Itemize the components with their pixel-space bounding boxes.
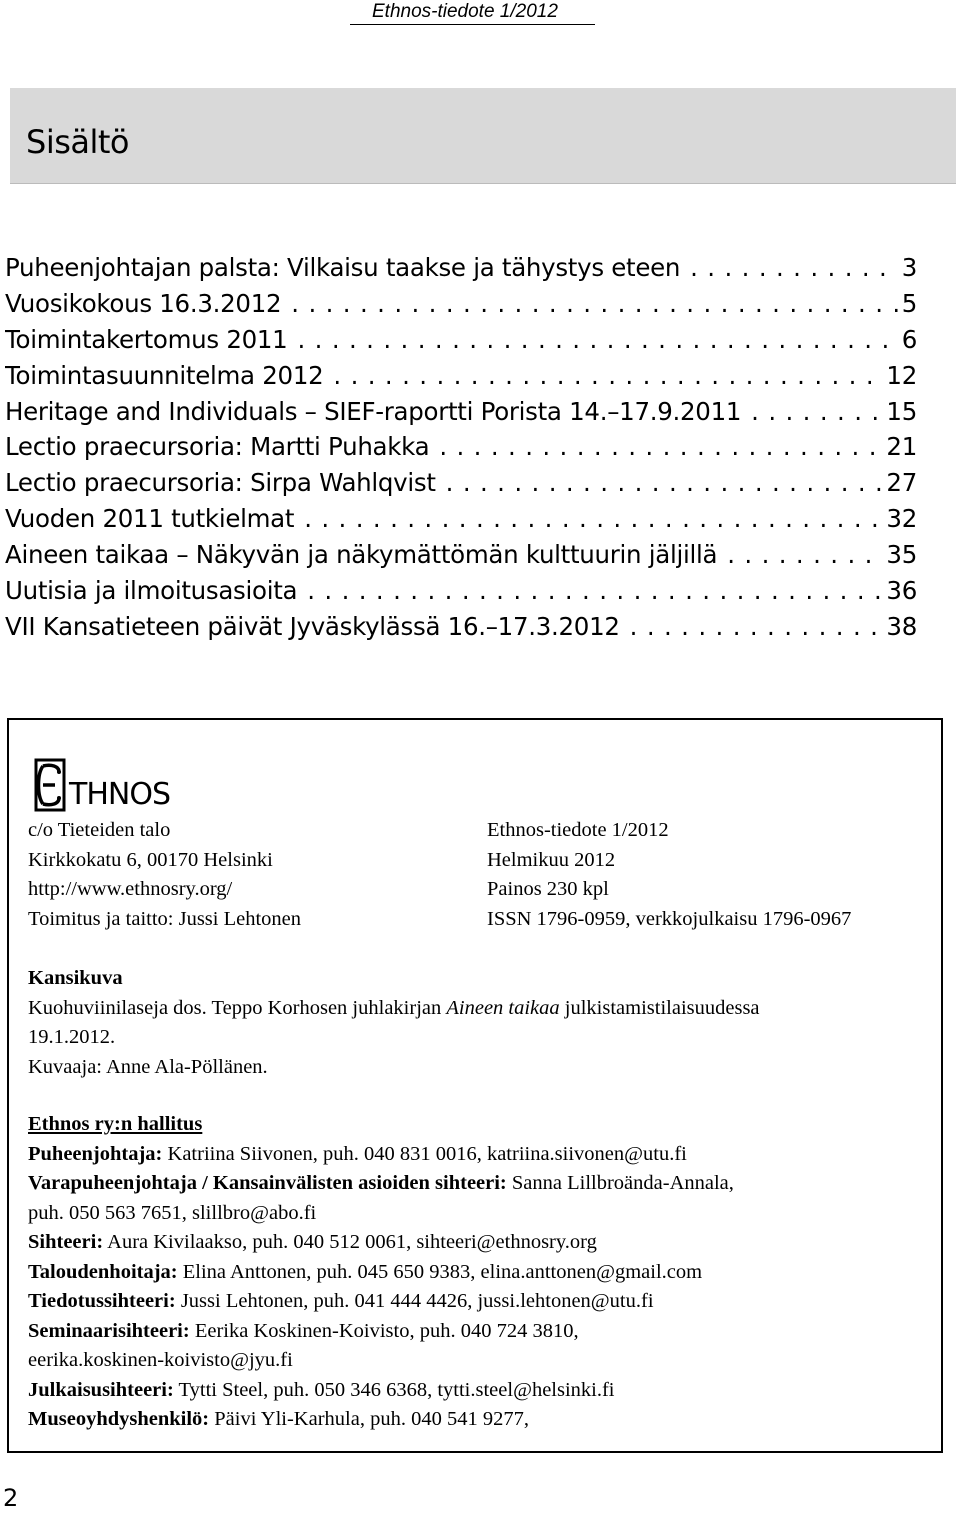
- board-member: [28, 1258, 928, 1288]
- toc-entry-page: 6: [901, 324, 917, 354]
- board-contact: Jussi Lehtonen, puh. 041 444 4426, jussi.lehtonen@utu.fi: [175, 1290, 654, 1312]
- cover-date: 19.1.2012.: [28, 1026, 116, 1048]
- toc-entry-page: 38: [886, 611, 917, 641]
- colophon-box: [7, 718, 943, 1453]
- cover-credits: [28, 964, 928, 1082]
- board-contact-continued: puh. 050 563 7651, slillbro@abo.fi: [28, 1201, 317, 1224]
- board-contact: Katriina Siivonen, puh. 040 831 0016, katriina.siivonen@utu.fi: [162, 1142, 687, 1165]
- toc-entry: [5, 573, 917, 609]
- toc-entry: [5, 537, 917, 573]
- board-role: Varapuheenjohtaja / Kansainvälisten asioiden sihteeri:: [28, 1172, 507, 1194]
- toc-entry-title: Aineen taikaa – Näkyvän ja näkymättömän kulttuurin jäljillä: [5, 540, 718, 570]
- board-contact: Päivi Yli-Karhula, puh. 040 541 9277,: [209, 1408, 529, 1430]
- board-role: Sihteeri:: [28, 1231, 104, 1253]
- ethnos-logo: [33, 742, 203, 814]
- toc-entry: [5, 358, 917, 394]
- toc-leader-dots: [307, 573, 882, 609]
- toc-entry: [5, 465, 917, 501]
- board-contact-continued: eerika.koskinen-koivisto@jyu.fi: [28, 1349, 293, 1371]
- address-line: Kirkkokatu 6, 00170 Helsinki: [28, 848, 273, 871]
- toc-leader-dots: [304, 501, 882, 537]
- toc-leader-dots: [446, 465, 883, 501]
- toc-entry-title: Heritage and Individuals – SIEF-raportti Porista 14.–17.9.2011: [5, 396, 742, 426]
- cover-text: Kuohuviinilaseja dos. Teppo Korhosen juhlakirjan: [28, 996, 447, 1019]
- toc-entry: [5, 501, 917, 537]
- toc-entry-title: Vuoden 2011 tutkielmat: [5, 504, 295, 534]
- board-contact: Tytti Steel, puh. 050 346 6368, tytti.steel@helsinki.fi: [173, 1378, 615, 1401]
- toc-entry: [5, 609, 917, 645]
- toc-entry-title: Vuosikokous 16.3.2012: [5, 288, 282, 318]
- toc-entry-title: Toimintasuunnitelma 2012: [5, 360, 324, 390]
- cover-text: julkistamistilaisuudessa: [559, 996, 760, 1019]
- toc-leader-dots: [439, 429, 882, 465]
- publication-line: Painos 230 kpl: [487, 878, 609, 900]
- website-link[interactable]: http://www.ethnosry.org/: [28, 878, 233, 900]
- toc-leader-dots: [291, 286, 897, 322]
- page-number: 2: [3, 1484, 19, 1512]
- toc-entry-page: 21: [886, 432, 917, 462]
- toc-entry-title: Puheenjohtajan palsta: Vilkaisu taakse ja tähystys eteen: [5, 253, 681, 282]
- toc-entry-title: Toimintakertomus 2011: [5, 324, 288, 354]
- toc-leader-dots: [751, 394, 882, 430]
- toc-entry-title: Lectio praecursoria: Sirpa Wahlqvist: [5, 468, 436, 498]
- board-contact: Elina Anttonen, puh. 045 650 9383, elina.anttonen@gmail.com: [177, 1260, 703, 1283]
- board-member: [28, 1317, 928, 1347]
- toc-entry: [5, 394, 917, 430]
- toc-entry-page: 36: [886, 576, 917, 606]
- toc-entry: [5, 286, 917, 322]
- publication-line: Ethnos-tiedote 1/2012: [487, 819, 669, 841]
- table-of-contents: [5, 250, 917, 645]
- publication-info: [28, 816, 933, 934]
- board-role: Taloudenhoitaja:: [28, 1260, 178, 1283]
- book-title: Aineen taikaa: [446, 996, 560, 1019]
- toc-entry: [5, 322, 917, 358]
- toc-entry-page: 12: [886, 360, 917, 390]
- toc-entry-page: 15: [886, 396, 917, 426]
- toc-entry-page: 35: [886, 540, 917, 570]
- board-contact: Aura Kivilaakso, puh. 040 512 0061, sihteeri@ethnosry.org: [103, 1231, 597, 1253]
- board-role: Seminaarisihteeri:: [28, 1319, 190, 1342]
- running-header: Ethnos-tiedote 1/2012: [350, 0, 595, 25]
- board-contact: Sanna Lillbroända-Annala,: [506, 1172, 734, 1194]
- info-row: [28, 846, 933, 876]
- page-title: Sisältö: [26, 123, 129, 161]
- toc-entry-title: Uutisia ja ilmoitusasioita: [5, 576, 298, 606]
- board-role: Puheenjohtaja:: [28, 1142, 163, 1165]
- board-member: [28, 1169, 928, 1199]
- board-member: [28, 1376, 928, 1406]
- toc-entry-page: 32: [886, 504, 917, 534]
- title-banner: [10, 88, 956, 184]
- cover-description: [28, 994, 928, 1024]
- editor-line: Toimitus ja taitto: Jussi Lehtonen: [28, 907, 302, 930]
- toc-leader-dots: [630, 609, 883, 645]
- board-heading: Ethnos ry:n hallitus: [28, 1113, 203, 1135]
- cover-photographer: Kuvaaja: Anne Ala-Pöllänen.: [28, 1055, 268, 1078]
- publication-line: Helmikuu 2012: [487, 848, 616, 871]
- info-row: [28, 816, 933, 846]
- toc-entry: [5, 429, 917, 465]
- toc-entry-page: 27: [886, 468, 917, 498]
- info-row: [28, 905, 933, 935]
- board-contact: Eerika Koskinen-Koivisto, puh. 040 724 3810,: [189, 1319, 579, 1342]
- toc-entry: [5, 250, 917, 286]
- board-member: [28, 1140, 928, 1170]
- cover-heading: Kansikuva: [28, 967, 123, 989]
- board-role: Tiedotussihteeri:: [28, 1290, 176, 1312]
- info-row: [28, 875, 933, 905]
- board-member: [28, 1228, 928, 1258]
- board-role: Julkaisusihteeri:: [28, 1378, 174, 1401]
- decorative-e-initial-icon: [33, 756, 67, 814]
- logo-wordmark: THNOS: [69, 777, 170, 812]
- toc-entry-title: VII Kansatieteen päivät Jyväskylässä 16.–17.3.2012: [5, 611, 620, 641]
- toc-leader-dots: [690, 250, 898, 286]
- toc-entry-page: 3: [901, 253, 917, 282]
- toc-leader-dots: [333, 358, 882, 394]
- publication-line: ISSN 1796-0959, verkkojulkaisu 1796-0967: [487, 907, 852, 930]
- address-line: c/o Tieteiden talo: [28, 819, 171, 841]
- board-member: [28, 1287, 928, 1317]
- board-member: [28, 1405, 928, 1435]
- board-role: Museoyhdyshenkilö:: [28, 1408, 210, 1430]
- board-list: [28, 1110, 928, 1435]
- toc-leader-dots: [297, 322, 897, 358]
- toc-entry-title: Lectio praecursoria: Martti Puhakka: [5, 432, 430, 462]
- toc-leader-dots: [727, 537, 882, 573]
- toc-entry-page: 5: [901, 288, 917, 318]
